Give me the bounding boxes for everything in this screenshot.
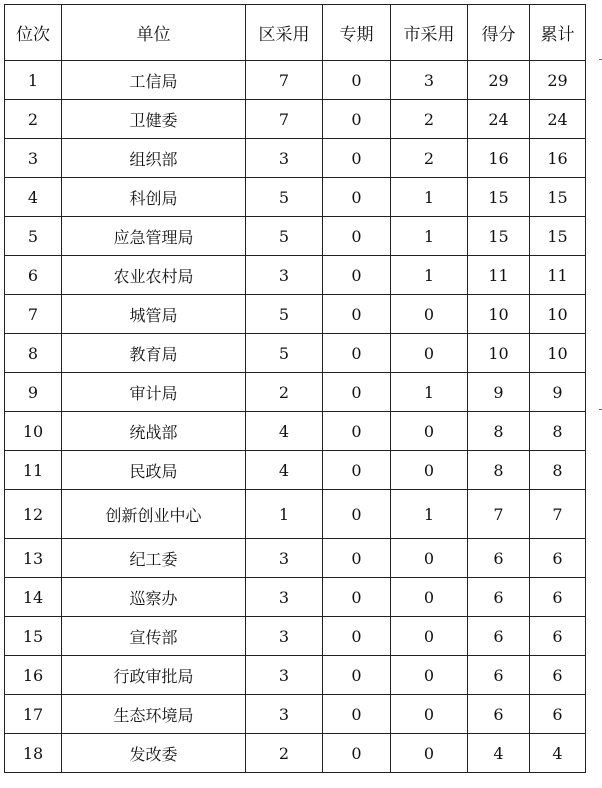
table-row bbox=[5, 617, 586, 656]
cell-total: 15 bbox=[530, 217, 586, 256]
cell-score: 15 bbox=[468, 217, 530, 256]
cell-special: 0 bbox=[323, 139, 391, 178]
cell-special: 0 bbox=[323, 217, 391, 256]
table-body bbox=[5, 61, 586, 773]
cell-total: 15 bbox=[530, 178, 586, 217]
cell-special: 0 bbox=[323, 695, 391, 734]
cell-special: 0 bbox=[323, 373, 391, 412]
cell-special: 0 bbox=[323, 61, 391, 100]
cell-rank: 9 bbox=[5, 373, 62, 412]
cell-district: 5 bbox=[246, 334, 323, 373]
cell-city: 0 bbox=[391, 617, 468, 656]
table-row bbox=[5, 656, 586, 695]
cell-special: 0 bbox=[323, 256, 391, 295]
cell-district: 1 bbox=[246, 490, 323, 539]
table-row bbox=[5, 490, 586, 539]
cell-score: 6 bbox=[468, 695, 530, 734]
cell-total: 6 bbox=[530, 656, 586, 695]
table-row bbox=[5, 61, 586, 100]
cell-city: 1 bbox=[391, 373, 468, 412]
cell-total: 8 bbox=[530, 451, 586, 490]
cell-district: 3 bbox=[246, 695, 323, 734]
cell-unit: 应急管理局 bbox=[62, 217, 246, 256]
cell-rank: 2 bbox=[5, 100, 62, 139]
cell-district: 7 bbox=[246, 61, 323, 100]
cell-total: 6 bbox=[530, 695, 586, 734]
cell-city: 0 bbox=[391, 656, 468, 695]
cell-rank: 5 bbox=[5, 217, 62, 256]
cell-city: 2 bbox=[391, 139, 468, 178]
cell-total: 16 bbox=[530, 139, 586, 178]
cell-rank: 17 bbox=[5, 695, 62, 734]
cell-city: 0 bbox=[391, 451, 468, 490]
cell-score: 8 bbox=[468, 451, 530, 490]
ranking-table bbox=[4, 4, 586, 773]
cell-rank: 6 bbox=[5, 256, 62, 295]
cell-score: 16 bbox=[468, 139, 530, 178]
cell-total: 6 bbox=[530, 539, 586, 578]
table-row bbox=[5, 139, 586, 178]
cell-district: 5 bbox=[246, 295, 323, 334]
cell-score: 24 bbox=[468, 100, 530, 139]
cell-district: 3 bbox=[246, 139, 323, 178]
cell-score: 10 bbox=[468, 334, 530, 373]
cell-rank: 10 bbox=[5, 412, 62, 451]
cell-rank: 16 bbox=[5, 656, 62, 695]
cell-city: 1 bbox=[391, 178, 468, 217]
cell-total: 9 bbox=[530, 373, 586, 412]
cell-unit: 宣传部 bbox=[62, 617, 246, 656]
cell-rank: 3 bbox=[5, 139, 62, 178]
cell-total: 29 bbox=[530, 61, 586, 100]
table-row bbox=[5, 451, 586, 490]
cell-district: 3 bbox=[246, 256, 323, 295]
header-city: 市采用 bbox=[391, 5, 468, 61]
header-rank: 位次 bbox=[5, 5, 62, 61]
cell-unit: 科创局 bbox=[62, 178, 246, 217]
cell-city: 0 bbox=[391, 695, 468, 734]
table-row bbox=[5, 295, 586, 334]
cell-special: 0 bbox=[323, 295, 391, 334]
table-row bbox=[5, 178, 586, 217]
cell-total: 7 bbox=[530, 490, 586, 539]
cell-unit: 审计局 bbox=[62, 373, 246, 412]
cell-total: 11 bbox=[530, 256, 586, 295]
table-row bbox=[5, 373, 586, 412]
cell-district: 7 bbox=[246, 100, 323, 139]
header-row bbox=[5, 5, 586, 61]
cell-district: 4 bbox=[246, 451, 323, 490]
cell-total: 6 bbox=[530, 578, 586, 617]
cell-district: 3 bbox=[246, 578, 323, 617]
table-row bbox=[5, 734, 586, 773]
cell-special: 0 bbox=[323, 100, 391, 139]
cell-unit: 巡察办 bbox=[62, 578, 246, 617]
cell-city: 2 bbox=[391, 100, 468, 139]
cell-score: 4 bbox=[468, 734, 530, 773]
cell-district: 2 bbox=[246, 734, 323, 773]
cell-total: 10 bbox=[530, 334, 586, 373]
cell-rank: 14 bbox=[5, 578, 62, 617]
cell-score: 29 bbox=[468, 61, 530, 100]
header-district: 区采用 bbox=[246, 5, 323, 61]
cell-unit: 发改委 bbox=[62, 734, 246, 773]
cell-total: 6 bbox=[530, 617, 586, 656]
cell-total: 8 bbox=[530, 412, 586, 451]
cell-unit: 组织部 bbox=[62, 139, 246, 178]
cell-rank: 1 bbox=[5, 61, 62, 100]
cell-score: 6 bbox=[468, 578, 530, 617]
cell-special: 0 bbox=[323, 656, 391, 695]
cell-unit: 行政审批局 bbox=[62, 656, 246, 695]
cell-city: 0 bbox=[391, 539, 468, 578]
header-special: 专期 bbox=[323, 5, 391, 61]
table-row bbox=[5, 412, 586, 451]
cell-district: 4 bbox=[246, 412, 323, 451]
header-score: 得分 bbox=[468, 5, 530, 61]
cell-district: 5 bbox=[246, 178, 323, 217]
cell-score: 6 bbox=[468, 656, 530, 695]
cell-city: 0 bbox=[391, 334, 468, 373]
cell-score: 7 bbox=[468, 490, 530, 539]
cell-special: 0 bbox=[323, 578, 391, 617]
cell-special: 0 bbox=[323, 490, 391, 539]
cell-district: 3 bbox=[246, 617, 323, 656]
cell-total: 10 bbox=[530, 295, 586, 334]
cell-total: 4 bbox=[530, 734, 586, 773]
header-unit: 单位 bbox=[62, 5, 246, 61]
cell-district: 2 bbox=[246, 373, 323, 412]
cell-unit: 卫健委 bbox=[62, 100, 246, 139]
cell-unit: 民政局 bbox=[62, 451, 246, 490]
cell-city: 1 bbox=[391, 217, 468, 256]
cell-rank: 4 bbox=[5, 178, 62, 217]
table-row bbox=[5, 539, 586, 578]
cell-rank: 13 bbox=[5, 539, 62, 578]
cell-unit: 创新创业中心 bbox=[62, 490, 246, 539]
table-row bbox=[5, 695, 586, 734]
cell-unit: 生态环境局 bbox=[62, 695, 246, 734]
cell-city: 0 bbox=[391, 578, 468, 617]
cell-score: 9 bbox=[468, 373, 530, 412]
cell-special: 0 bbox=[323, 412, 391, 451]
cell-rank: 12 bbox=[5, 490, 62, 539]
cell-rank: 11 bbox=[5, 451, 62, 490]
cell-district: 3 bbox=[246, 656, 323, 695]
table-row bbox=[5, 578, 586, 617]
table-row bbox=[5, 334, 586, 373]
cell-special: 0 bbox=[323, 451, 391, 490]
cell-district: 5 bbox=[246, 217, 323, 256]
cell-rank: 8 bbox=[5, 334, 62, 373]
table-row bbox=[5, 256, 586, 295]
cell-score: 6 bbox=[468, 539, 530, 578]
cell-city: 0 bbox=[391, 295, 468, 334]
cell-score: 10 bbox=[468, 295, 530, 334]
cell-unit: 教育局 bbox=[62, 334, 246, 373]
cell-rank: 7 bbox=[5, 295, 62, 334]
cell-rank: 18 bbox=[5, 734, 62, 773]
cell-score: 11 bbox=[468, 256, 530, 295]
cell-unit: 统战部 bbox=[62, 412, 246, 451]
header-total: 累计 bbox=[530, 5, 586, 61]
cell-score: 8 bbox=[468, 412, 530, 451]
cell-city: 0 bbox=[391, 734, 468, 773]
cell-score: 15 bbox=[468, 178, 530, 217]
cell-special: 0 bbox=[323, 178, 391, 217]
cell-unit: 工信局 bbox=[62, 61, 246, 100]
table-row bbox=[5, 100, 586, 139]
cell-unit: 纪工委 bbox=[62, 539, 246, 578]
cell-score: 6 bbox=[468, 617, 530, 656]
cell-special: 0 bbox=[323, 334, 391, 373]
table-row bbox=[5, 217, 586, 256]
cell-city: 1 bbox=[391, 490, 468, 539]
cell-rank: 15 bbox=[5, 617, 62, 656]
cell-total: 24 bbox=[530, 100, 586, 139]
cell-special: 0 bbox=[323, 617, 391, 656]
cell-unit: 农业农村局 bbox=[62, 256, 246, 295]
cell-city: 1 bbox=[391, 256, 468, 295]
cell-special: 0 bbox=[323, 734, 391, 773]
cell-city: 3 bbox=[391, 61, 468, 100]
cell-unit: 城管局 bbox=[62, 295, 246, 334]
cell-district: 3 bbox=[246, 539, 323, 578]
cell-special: 0 bbox=[323, 539, 391, 578]
table-header bbox=[5, 5, 586, 61]
cell-city: 0 bbox=[391, 412, 468, 451]
